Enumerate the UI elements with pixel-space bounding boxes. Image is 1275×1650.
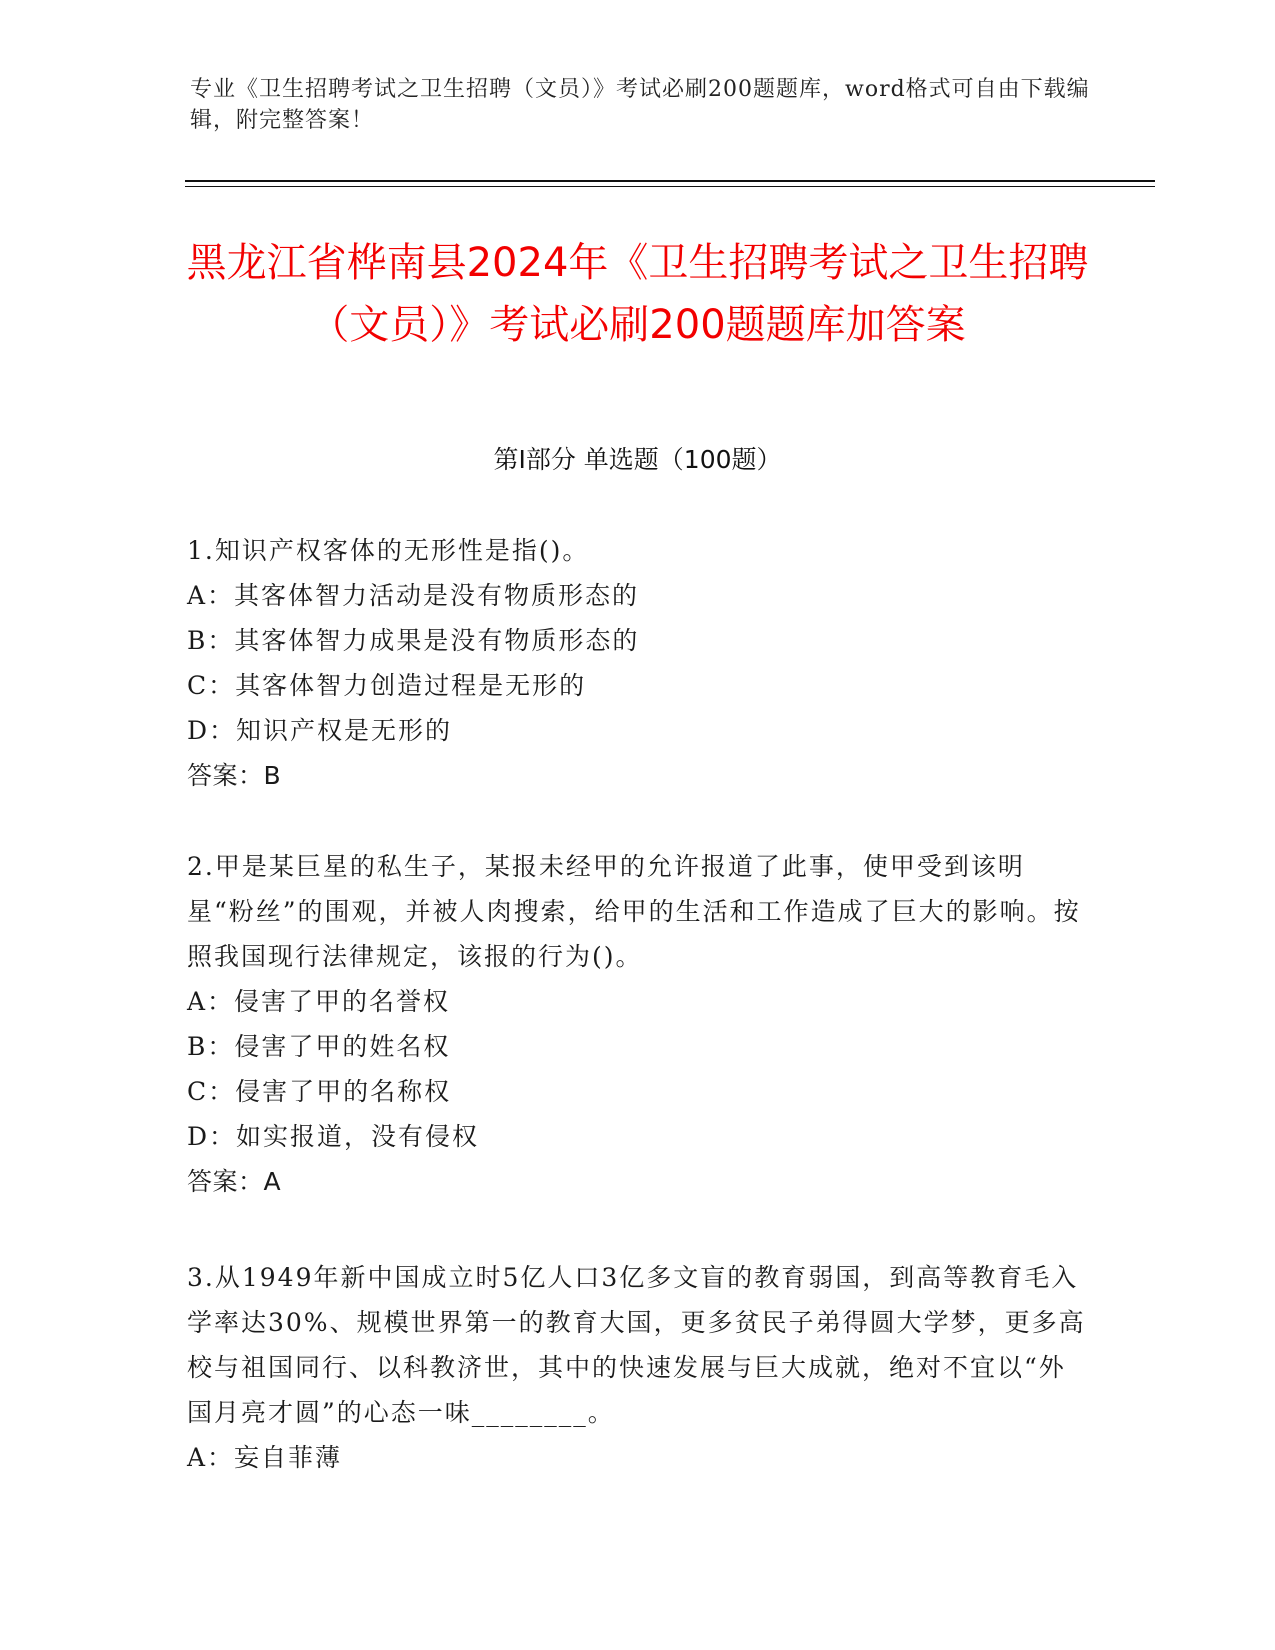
section-heading: 第Ⅰ部分 单选题（100题） bbox=[493, 445, 782, 474]
option-b: B：其客体智力成果是没有物质形态的 bbox=[187, 626, 640, 655]
option-c: C：其客体智力创造过程是无形的 bbox=[187, 671, 587, 700]
question-2 bbox=[187, 844, 1087, 1204]
option-b: B：侵害了甲的姓名权 bbox=[187, 1032, 451, 1061]
answer-line: 答案：A bbox=[187, 1167, 282, 1196]
question-stem: 1.知识产权客体的无形性是指()。 bbox=[187, 536, 590, 565]
option-a: A：妄自菲薄 bbox=[187, 1443, 343, 1472]
question-stem: 2.甲是某巨星的私生子，某报未经甲的允许报道了此事，使甲受到该明星“粉丝”的围观，并被人肉搜索，给甲的生活和工作造成了巨大的影响。按照我国现行法律规定，该报的行为()。 bbox=[187, 852, 1081, 971]
option-a: A：其客体智力活动是没有物质形态的 bbox=[187, 581, 640, 610]
answer-line: 答案：B bbox=[187, 761, 282, 790]
question-stem: 3.从1949年新中国成立时5亿人口3亿多文盲的教育弱国，到高等教育毛入学率达30%、规模世界第一的教育大国，更多贫民子弟得圆大学梦，更多高校与祖国同行、以科教济世，其中的快速发展与巨大成就，绝对不宜以“外国月亮才圆”的心态一味________。 bbox=[187, 1263, 1086, 1427]
question-3 bbox=[187, 1255, 1087, 1480]
option-a: A：侵害了甲的名誉权 bbox=[187, 987, 451, 1016]
header-rule-thick bbox=[185, 180, 1155, 182]
option-d: D：知识产权是无形的 bbox=[187, 716, 453, 745]
header-rule-thin bbox=[185, 186, 1155, 187]
question-1 bbox=[187, 528, 1087, 798]
option-c: C：侵害了甲的名称权 bbox=[187, 1077, 452, 1106]
header-note: 专业《卫生招聘考试之卫生招聘（文员）》考试必刷200题题库，word格式可自由下载编辑，附完整答案！ bbox=[190, 77, 1090, 133]
document-title: 黑龙江省桦南县2024年《卫生招聘考试之卫生招聘（文员）》考试必刷200题题库加答案 bbox=[186, 240, 1089, 348]
option-d: D：如实报道，没有侵权 bbox=[187, 1122, 480, 1151]
